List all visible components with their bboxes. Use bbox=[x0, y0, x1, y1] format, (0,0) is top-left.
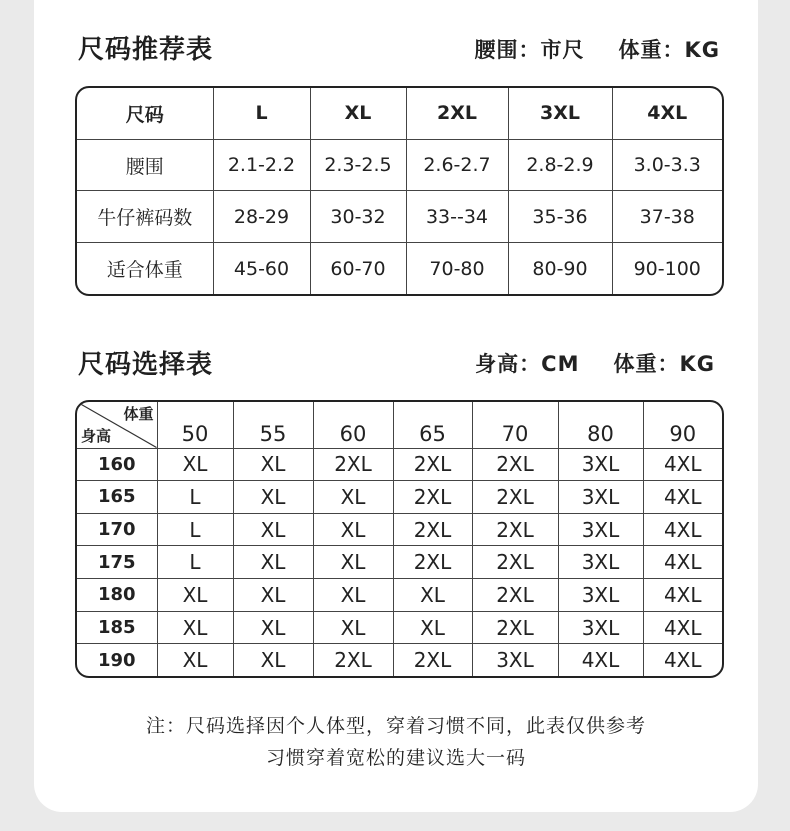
weight-unit-label: 体重：KG bbox=[613, 352, 715, 376]
size-cell: XL bbox=[313, 546, 393, 579]
size-cell: 2XL bbox=[472, 448, 558, 481]
size-cell: 4XL bbox=[643, 448, 722, 481]
size-recommend-title: 尺码推荐表 bbox=[78, 35, 214, 65]
size-cell: XL bbox=[313, 481, 393, 514]
size-cell: XL bbox=[233, 546, 313, 579]
table-row bbox=[77, 513, 722, 546]
size-cell: XL bbox=[393, 611, 472, 644]
size-cell: XL bbox=[233, 644, 313, 676]
size-cell: 3XL bbox=[558, 546, 643, 579]
row-label-cell: 牛仔裤码数 bbox=[77, 191, 213, 243]
table-cell: 90-100 bbox=[612, 243, 722, 294]
table-cell: 28-29 bbox=[213, 191, 310, 243]
table-cell: XL bbox=[310, 88, 406, 139]
size-cell: XL bbox=[393, 579, 472, 612]
size-cell: 4XL bbox=[643, 481, 722, 514]
size-cell: 2XL bbox=[313, 644, 393, 676]
size-cell: 3XL bbox=[558, 513, 643, 546]
waist-unit-label: 腰围：市尺 bbox=[474, 38, 585, 62]
size-cell: 2XL bbox=[393, 546, 472, 579]
corner-height-label: 身高 bbox=[81, 426, 112, 445]
size-cell: XL bbox=[233, 579, 313, 612]
size-cell: XL bbox=[157, 644, 233, 676]
height-cell: 170 bbox=[77, 513, 157, 546]
table-cell: 3.0-3.3 bbox=[612, 139, 722, 191]
table-row bbox=[77, 243, 722, 294]
corner-diagonal-cell bbox=[77, 402, 157, 448]
weight-header-cell: 55 bbox=[233, 402, 313, 448]
size-cell: 3XL bbox=[558, 448, 643, 481]
weight-unit-label: 体重：KG bbox=[618, 38, 720, 62]
size-select-title: 尺码选择表 bbox=[78, 350, 214, 380]
table-cell: 80-90 bbox=[508, 243, 612, 294]
note-line-1: 注：尺码选择因个人体型，穿着习惯不同，此表仅供参考 bbox=[145, 715, 646, 737]
row-label-cell: 适合体重 bbox=[77, 243, 213, 294]
size-cell: XL bbox=[157, 611, 233, 644]
table-row bbox=[77, 448, 722, 481]
size-cell: XL bbox=[313, 513, 393, 546]
table-row bbox=[77, 579, 722, 612]
row-label-cell: 尺码 bbox=[77, 88, 213, 139]
note-line-2: 习惯穿着宽松的建议选大一码 bbox=[265, 747, 526, 769]
height-cell: 160 bbox=[77, 448, 157, 481]
height-cell: 185 bbox=[77, 611, 157, 644]
size-cell: 2XL bbox=[472, 579, 558, 612]
size-cell: 2XL bbox=[393, 481, 472, 514]
row-label-cell: 腰围 bbox=[77, 139, 213, 191]
size-cell: 3XL bbox=[558, 481, 643, 514]
table-cell: 33--34 bbox=[406, 191, 508, 243]
table-header-row bbox=[77, 402, 722, 448]
height-cell: 165 bbox=[77, 481, 157, 514]
table-cell: 37-38 bbox=[612, 191, 722, 243]
size-cell: 4XL bbox=[643, 579, 722, 612]
table-row bbox=[77, 611, 722, 644]
table-row bbox=[77, 644, 722, 676]
table-cell: 30-32 bbox=[310, 191, 406, 243]
table-cell: 2.6-2.7 bbox=[406, 139, 508, 191]
size-cell: 2XL bbox=[313, 448, 393, 481]
size-cell: XL bbox=[313, 579, 393, 612]
size-cell: 2XL bbox=[472, 546, 558, 579]
size-cell: XL bbox=[233, 513, 313, 546]
size-select-table bbox=[75, 400, 724, 678]
size-cell: 3XL bbox=[558, 579, 643, 612]
size-cell: XL bbox=[157, 579, 233, 612]
size-cell: 2XL bbox=[393, 448, 472, 481]
size-cell: 2XL bbox=[472, 513, 558, 546]
table-cell: 2.8-2.9 bbox=[508, 139, 612, 191]
size-cell: 4XL bbox=[643, 546, 722, 579]
size-cell: 2XL bbox=[472, 611, 558, 644]
table-row bbox=[77, 546, 722, 579]
size-cell: 2XL bbox=[472, 481, 558, 514]
size-cell: XL bbox=[157, 448, 233, 481]
height-cell: 175 bbox=[77, 546, 157, 579]
table-header-row bbox=[77, 88, 722, 139]
size-cell: 4XL bbox=[643, 513, 722, 546]
size-cell: 2XL bbox=[393, 644, 472, 676]
size-cell: XL bbox=[233, 611, 313, 644]
table-cell: 70-80 bbox=[406, 243, 508, 294]
corner-weight-label: 体重 bbox=[123, 405, 154, 423]
table-cell: 45-60 bbox=[213, 243, 310, 294]
size-cell: L bbox=[157, 481, 233, 514]
weight-header-cell: 80 bbox=[558, 402, 643, 448]
size-cell: XL bbox=[313, 611, 393, 644]
size-cell: 3XL bbox=[472, 644, 558, 676]
size-cell: 3XL bbox=[558, 611, 643, 644]
table-cell: 60-70 bbox=[310, 243, 406, 294]
table-cell: 2.1-2.2 bbox=[213, 139, 310, 191]
weight-header-cell: 65 bbox=[393, 402, 472, 448]
weight-header-cell: 90 bbox=[643, 402, 722, 448]
weight-header-cell: 70 bbox=[472, 402, 558, 448]
table-cell: 2XL bbox=[406, 88, 508, 139]
size-cell: L bbox=[157, 546, 233, 579]
weight-header-cell: 50 bbox=[157, 402, 233, 448]
size-cell: 4XL bbox=[558, 644, 643, 676]
table-cell: 2.3-2.5 bbox=[310, 139, 406, 191]
table-cell: 4XL bbox=[612, 88, 722, 139]
height-cell: 190 bbox=[77, 644, 157, 676]
weight-header-cell: 60 bbox=[313, 402, 393, 448]
size-cell: 2XL bbox=[393, 513, 472, 546]
size-cell: 4XL bbox=[643, 644, 722, 676]
table-row bbox=[77, 481, 722, 514]
height-cell: 180 bbox=[77, 579, 157, 612]
size-cell: 4XL bbox=[643, 611, 722, 644]
table-row bbox=[77, 139, 722, 191]
size-recommend-units bbox=[474, 34, 720, 64]
size-select-units bbox=[475, 348, 715, 378]
table-cell: 3XL bbox=[508, 88, 612, 139]
size-cell: L bbox=[157, 513, 233, 546]
size-recommend-table bbox=[75, 86, 724, 296]
size-cell: XL bbox=[233, 448, 313, 481]
height-unit-label: 身高：CM bbox=[475, 352, 580, 376]
table-cell: L bbox=[213, 88, 310, 139]
size-cell: XL bbox=[233, 481, 313, 514]
table-row bbox=[77, 191, 722, 243]
table-cell: 35-36 bbox=[508, 191, 612, 243]
